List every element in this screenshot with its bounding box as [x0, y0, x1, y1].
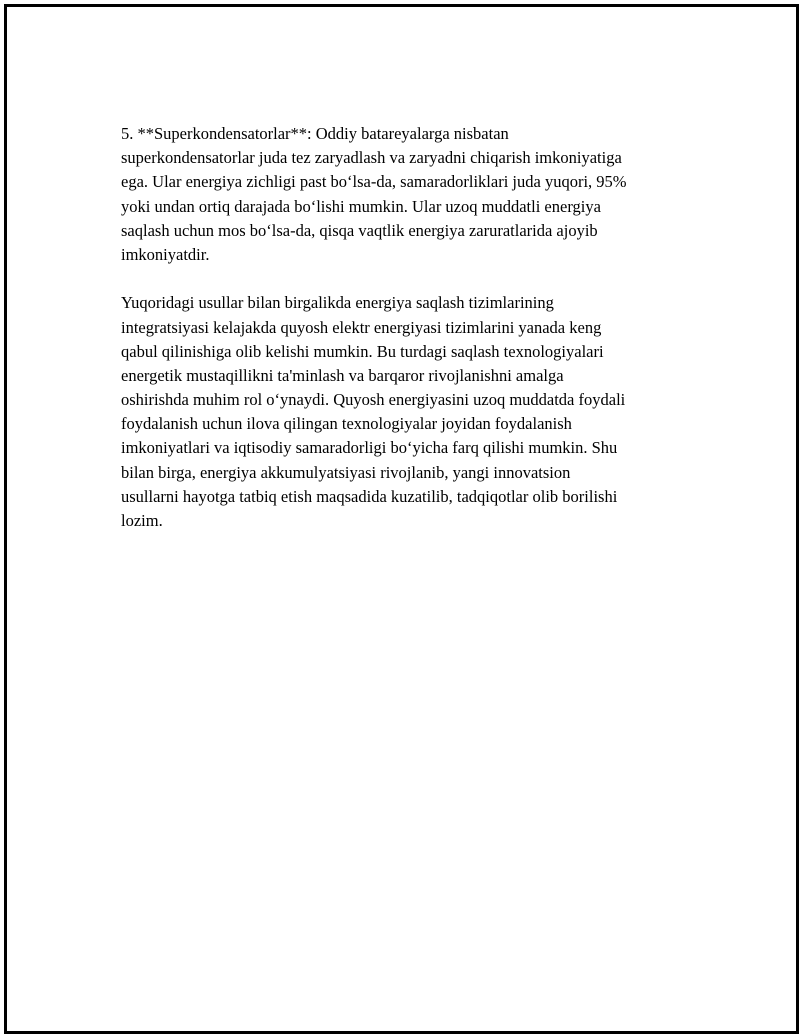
text-line: imkoniyatdir. [121, 244, 210, 264]
text-line: bilan birga, energiya akkumulyatsiyasi rivojlanib, yangi innovatsion [121, 462, 571, 482]
text-line: integratsiyasi kelajakda quyosh elektr energiyasi tizimlarini yanada keng [121, 317, 602, 337]
paragraph-spacer [121, 267, 701, 291]
document-page [4, 4, 799, 1034]
text-line: qabul qilinishiga olib kelishi mumkin. Bu turdagi saqlash texnologiyalari [121, 341, 604, 361]
text-line: usullarni hayotga tatbiq etish maqsadida kuzatilib, tadqiqotlar olib borilishi [121, 486, 618, 506]
text-line: energetik mustaqillikni ta'minlash va barqaror rivojlanishni amalga [121, 365, 564, 385]
text-line: oshirishda muhim rol o‘ynaydi. Quyosh energiyasini uzoq muddatda foydali [121, 390, 626, 410]
text-line: lozim. [121, 511, 163, 530]
text-line: superkondensatorlar juda tez zaryadlash va zaryadni chiqarish imkoniyatiga [121, 148, 622, 168]
text-line: saqlash uchun mos bo‘lsa-da, qisqa vaqtlik energiya zaruratlarida ajoyib [121, 220, 598, 240]
text-line: foydalanish uchun ilova qilingan texnologiyalar joyidan foydalanish [121, 414, 572, 434]
paragraph-superkondensatorlar [121, 122, 701, 267]
paragraph-conclusion [121, 291, 701, 533]
document-body [121, 122, 701, 533]
text-line: Yuqoridagi usullar bilan birgalikda energiya saqlash tizimlarining [121, 293, 554, 313]
text-line: ega. Ular energiya zichligi past bo‘lsa-da, samaradorliklari juda yuqori, 95% [121, 172, 627, 192]
text-line: yoki undan ortiq darajada bo‘lishi mumkin. Ular uzoq muddatli energiya [121, 196, 601, 216]
text-line: 5. **Superkondensatorlar**: Oddiy batareyalarga nisbatan [121, 124, 509, 143]
text-line: imkoniyatlari va iqtisodiy samaradorligi bo‘yicha farq qilishi mumkin. Shu [121, 438, 618, 458]
